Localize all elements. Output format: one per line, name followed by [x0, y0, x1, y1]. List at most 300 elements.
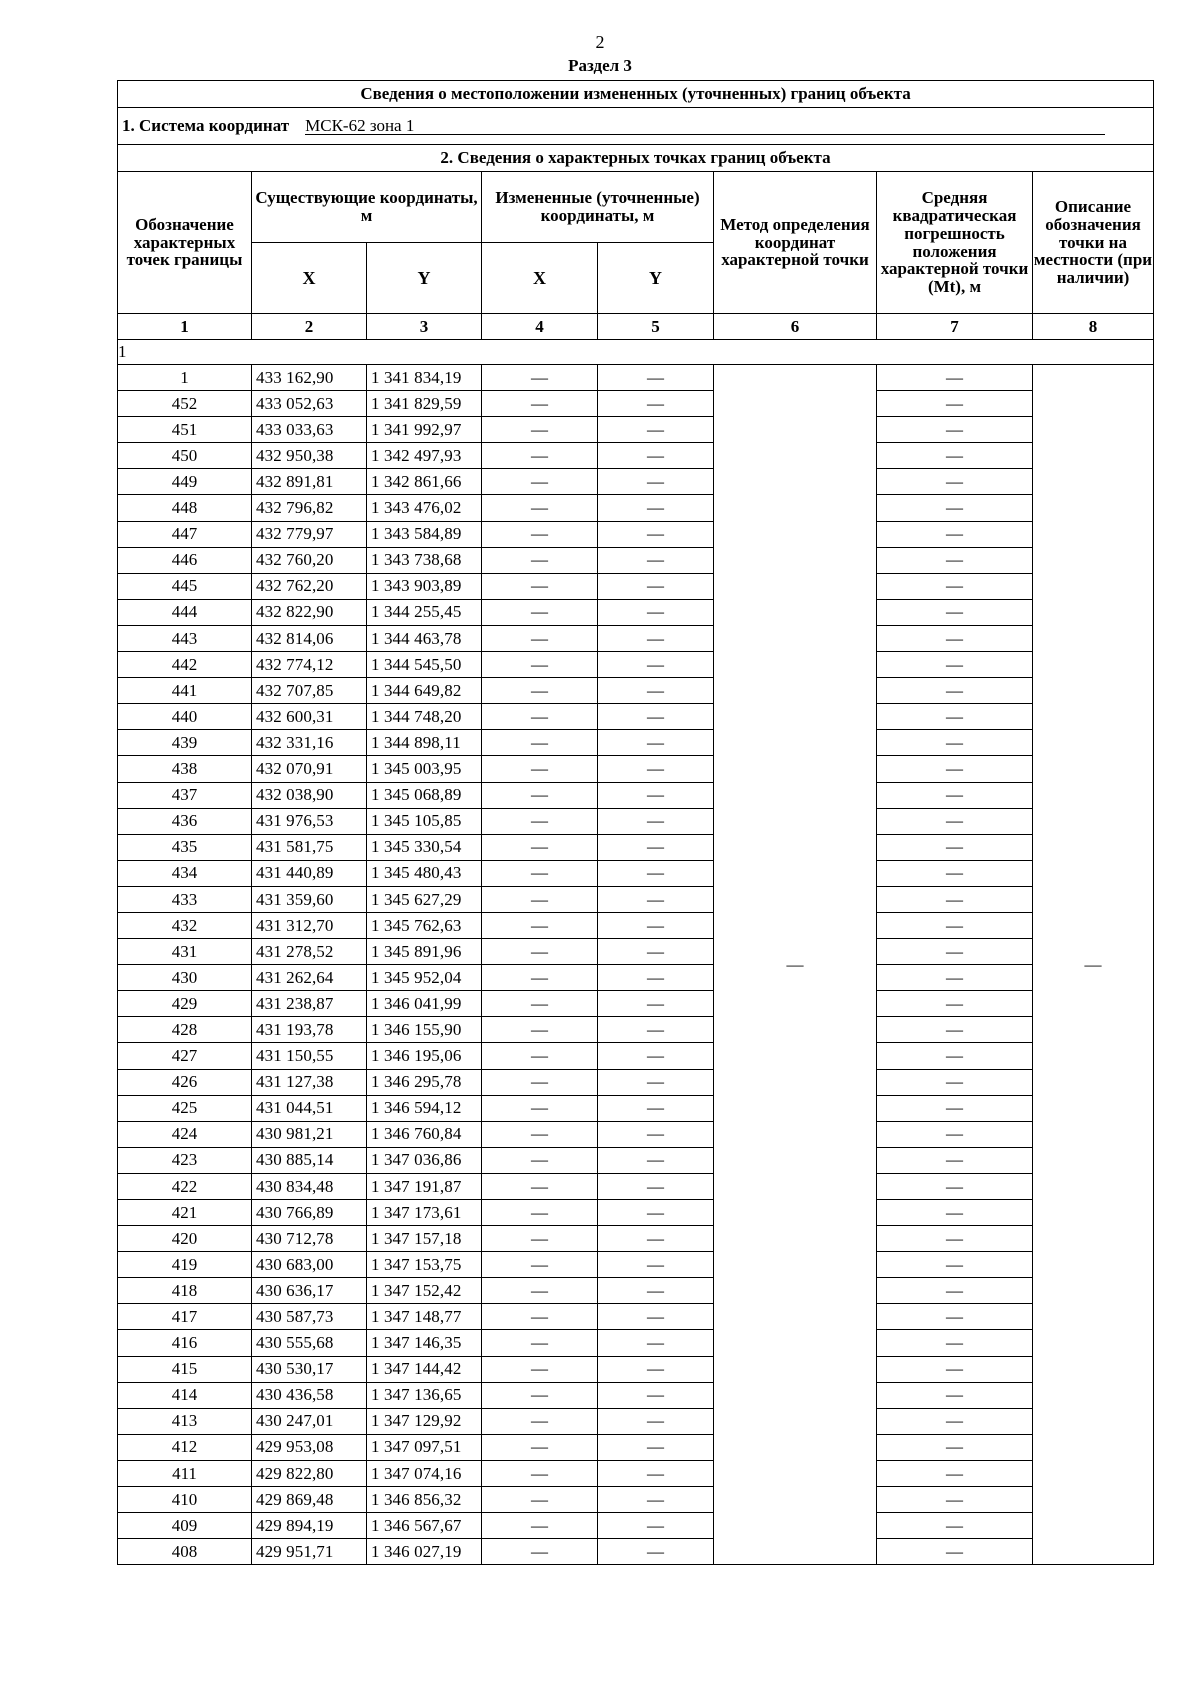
accuracy-cell: —: [877, 886, 1033, 912]
header-existing-coords: Существующие координаты, м: [252, 172, 482, 243]
changed-x: —: [482, 1121, 598, 1147]
table-row: [118, 1382, 1154, 1408]
point-number: 451: [118, 417, 252, 443]
table-row: [118, 495, 1154, 521]
accuracy-cell: —: [877, 1069, 1033, 1095]
existing-x: 429 894,19: [252, 1513, 367, 1539]
accuracy-cell: —: [877, 365, 1033, 391]
existing-y: 1 347 097,51: [367, 1434, 482, 1460]
point-number: 450: [118, 443, 252, 469]
accuracy-cell: —: [877, 808, 1033, 834]
point-number: 443: [118, 625, 252, 651]
existing-y: 1 343 903,89: [367, 573, 482, 599]
changed-y: —: [598, 1147, 714, 1173]
column-number: 1: [118, 314, 252, 340]
point-number: 1: [118, 365, 252, 391]
changed-y: —: [598, 1408, 714, 1434]
changed-y: —: [598, 495, 714, 521]
table-row: [118, 1434, 1154, 1460]
table-row: [118, 991, 1154, 1017]
existing-x: 432 038,90: [252, 782, 367, 808]
existing-x: 430 885,14: [252, 1147, 367, 1173]
accuracy-cell: —: [877, 1043, 1033, 1069]
existing-y: 1 343 738,68: [367, 547, 482, 573]
existing-x: 432 331,16: [252, 730, 367, 756]
existing-y: 1 343 584,89: [367, 521, 482, 547]
table-row: [118, 678, 1154, 704]
changed-x: —: [482, 886, 598, 912]
existing-x: 432 814,06: [252, 625, 367, 651]
table-row: [118, 1304, 1154, 1330]
accuracy-cell: —: [877, 1434, 1033, 1460]
accuracy-cell: —: [877, 1487, 1033, 1513]
table-row: [118, 1252, 1154, 1278]
existing-x: 429 953,08: [252, 1434, 367, 1460]
table-row: [118, 573, 1154, 599]
changed-x: —: [482, 1460, 598, 1486]
existing-y: 1 347 129,92: [367, 1408, 482, 1434]
section-title: Раздел 3: [568, 56, 632, 75]
table-row: [118, 704, 1154, 730]
table-row: [118, 547, 1154, 573]
changed-y: —: [598, 834, 714, 860]
table-row: [118, 521, 1154, 547]
table-row: [118, 1200, 1154, 1226]
accuracy-cell: —: [877, 1408, 1033, 1434]
point-number: 413: [118, 1408, 252, 1434]
accuracy-cell: —: [877, 1278, 1033, 1304]
changed-y: —: [598, 1382, 714, 1408]
changed-y: —: [598, 1434, 714, 1460]
changed-y: —: [598, 1173, 714, 1199]
existing-x: 429 822,80: [252, 1460, 367, 1486]
table-row: [118, 1147, 1154, 1173]
existing-x: 432 779,97: [252, 521, 367, 547]
changed-y: —: [598, 417, 714, 443]
point-number: 427: [118, 1043, 252, 1069]
existing-x: 430 436,58: [252, 1382, 367, 1408]
changed-x: —: [482, 1304, 598, 1330]
table-row: [118, 1069, 1154, 1095]
point-number: 418: [118, 1278, 252, 1304]
changed-y: —: [598, 1017, 714, 1043]
table-row: [118, 730, 1154, 756]
coord-system-value: МСК-62 зона 1: [305, 117, 1105, 136]
point-number: 409: [118, 1513, 252, 1539]
existing-y: 1 341 834,19: [367, 365, 482, 391]
changed-y: —: [598, 521, 714, 547]
changed-x: —: [482, 704, 598, 730]
changed-x: —: [482, 678, 598, 704]
changed-y: —: [598, 391, 714, 417]
existing-x: 431 581,75: [252, 834, 367, 860]
point-number: 425: [118, 1095, 252, 1121]
changed-y: —: [598, 443, 714, 469]
point-number: 419: [118, 1252, 252, 1278]
points-title: 2. Сведения о характерных точках границ объекта: [118, 145, 1154, 172]
points-body: [118, 365, 1154, 1565]
existing-x: 430 247,01: [252, 1408, 367, 1434]
point-number: 424: [118, 1121, 252, 1147]
accuracy-cell: —: [877, 1200, 1033, 1226]
existing-y: 1 345 627,29: [367, 886, 482, 912]
table-row: [118, 1513, 1154, 1539]
existing-x: 432 600,31: [252, 704, 367, 730]
point-number: 417: [118, 1304, 252, 1330]
existing-y: 1 347 152,42: [367, 1278, 482, 1304]
table-row: [118, 1017, 1154, 1043]
boundary-table: [117, 80, 1154, 1565]
table-row: [118, 365, 1154, 391]
changed-y: —: [598, 704, 714, 730]
point-number: 433: [118, 886, 252, 912]
column-number: 5: [598, 314, 714, 340]
accuracy-cell: —: [877, 547, 1033, 573]
header-description: Описание обозначения точки на местности (при наличии): [1033, 172, 1154, 314]
point-number: 411: [118, 1460, 252, 1486]
existing-x: 430 530,17: [252, 1356, 367, 1382]
changed-x: —: [482, 469, 598, 495]
changed-y: —: [598, 965, 714, 991]
existing-y: 1 347 036,86: [367, 1147, 482, 1173]
existing-y: 1 345 105,85: [367, 808, 482, 834]
changed-x: —: [482, 1408, 598, 1434]
table-row: [118, 912, 1154, 938]
table-row: [118, 417, 1154, 443]
existing-y: 1 344 255,45: [367, 599, 482, 625]
existing-y: 1 342 861,66: [367, 469, 482, 495]
accuracy-cell: —: [877, 1356, 1033, 1382]
changed-x: —: [482, 965, 598, 991]
existing-x: 430 834,48: [252, 1173, 367, 1199]
table-row: [118, 860, 1154, 886]
accuracy-cell: —: [877, 1252, 1033, 1278]
header-accuracy: Средняя квадратическая погрешность положения характерной точки (Mt), м: [877, 172, 1033, 314]
changed-y: —: [598, 1513, 714, 1539]
existing-x: 432 707,85: [252, 678, 367, 704]
point-number: 439: [118, 730, 252, 756]
changed-y: —: [598, 599, 714, 625]
point-number: 431: [118, 939, 252, 965]
changed-y: —: [598, 573, 714, 599]
table-row: [118, 939, 1154, 965]
existing-y: 1 345 952,04: [367, 965, 482, 991]
table-row: [118, 391, 1154, 417]
existing-x: 432 760,20: [252, 547, 367, 573]
table-row: [118, 1278, 1154, 1304]
existing-y: 1 344 898,11: [367, 730, 482, 756]
changed-y: —: [598, 1330, 714, 1356]
table-row: [118, 834, 1154, 860]
accuracy-cell: —: [877, 1017, 1033, 1043]
changed-x: —: [482, 443, 598, 469]
changed-y: —: [598, 652, 714, 678]
changed-y: —: [598, 730, 714, 756]
table-row: [118, 1330, 1154, 1356]
existing-y: 1 347 148,77: [367, 1304, 482, 1330]
existing-y: 1 345 068,89: [367, 782, 482, 808]
accuracy-cell: —: [877, 834, 1033, 860]
table-row: [118, 1487, 1154, 1513]
existing-y: 1 345 891,96: [367, 939, 482, 965]
table-row: [118, 1460, 1154, 1486]
changed-y: —: [598, 782, 714, 808]
accuracy-cell: —: [877, 782, 1033, 808]
existing-y: 1 342 497,93: [367, 443, 482, 469]
table-row: [118, 886, 1154, 912]
existing-y: 1 344 545,50: [367, 652, 482, 678]
accuracy-cell: —: [877, 704, 1033, 730]
table-row: [118, 652, 1154, 678]
accuracy-cell: —: [877, 599, 1033, 625]
changed-x: —: [482, 547, 598, 573]
accuracy-cell: —: [877, 443, 1033, 469]
accuracy-cell: —: [877, 573, 1033, 599]
existing-x: 432 774,12: [252, 652, 367, 678]
existing-y: 1 347 074,16: [367, 1460, 482, 1486]
point-number: 421: [118, 1200, 252, 1226]
existing-x: 429 869,48: [252, 1487, 367, 1513]
existing-y: 1 347 146,35: [367, 1330, 482, 1356]
changed-x: —: [482, 1017, 598, 1043]
changed-y: —: [598, 1539, 714, 1565]
column-number: 2: [252, 314, 367, 340]
existing-y: 1 347 157,18: [367, 1226, 482, 1252]
existing-y: 1 344 649,82: [367, 678, 482, 704]
changed-x: —: [482, 1252, 598, 1278]
existing-x: 431 193,78: [252, 1017, 367, 1043]
existing-y: 1 346 760,84: [367, 1121, 482, 1147]
existing-y: 1 346 567,67: [367, 1513, 482, 1539]
changed-y: —: [598, 886, 714, 912]
header-existing-y: Y: [367, 243, 482, 314]
accuracy-cell: —: [877, 652, 1033, 678]
existing-y: 1 345 762,63: [367, 912, 482, 938]
point-number: 423: [118, 1147, 252, 1173]
table-row: [118, 782, 1154, 808]
coord-system-row: [118, 108, 1154, 145]
point-number: 432: [118, 912, 252, 938]
changed-x: —: [482, 1147, 598, 1173]
point-number: 448: [118, 495, 252, 521]
point-number: 434: [118, 860, 252, 886]
existing-x: 430 636,17: [252, 1278, 367, 1304]
changed-x: —: [482, 860, 598, 886]
table-row: [118, 756, 1154, 782]
changed-y: —: [598, 1200, 714, 1226]
existing-x: 431 262,64: [252, 965, 367, 991]
column-number: 3: [367, 314, 482, 340]
changed-y: —: [598, 1460, 714, 1486]
changed-x: —: [482, 521, 598, 547]
accuracy-cell: —: [877, 1539, 1033, 1565]
point-number: 444: [118, 599, 252, 625]
point-number: 415: [118, 1356, 252, 1382]
table-row: [118, 1043, 1154, 1069]
accuracy-cell: —: [877, 730, 1033, 756]
accuracy-cell: —: [877, 1330, 1033, 1356]
existing-x: 431 278,52: [252, 939, 367, 965]
point-number: 438: [118, 756, 252, 782]
existing-x: 430 981,21: [252, 1121, 367, 1147]
point-number: 447: [118, 521, 252, 547]
point-number: 428: [118, 1017, 252, 1043]
changed-x: —: [482, 417, 598, 443]
table-row: [118, 1356, 1154, 1382]
table-row: [118, 443, 1154, 469]
changed-y: —: [598, 1226, 714, 1252]
changed-y: —: [598, 625, 714, 651]
table-row: [118, 1121, 1154, 1147]
existing-y: 1 343 476,02: [367, 495, 482, 521]
changed-x: —: [482, 756, 598, 782]
header-method: Метод определения координат характерной точки: [714, 172, 877, 314]
existing-x: 433 033,63: [252, 417, 367, 443]
point-number: 446: [118, 547, 252, 573]
accuracy-cell: —: [877, 495, 1033, 521]
existing-y: 1 341 992,97: [367, 417, 482, 443]
accuracy-cell: —: [877, 1382, 1033, 1408]
existing-y: 1 347 153,75: [367, 1252, 482, 1278]
changed-y: —: [598, 1095, 714, 1121]
header-existing-x: X: [252, 243, 367, 314]
accuracy-cell: —: [877, 1173, 1033, 1199]
table-row: [118, 808, 1154, 834]
accuracy-cell: —: [877, 756, 1033, 782]
existing-x: 430 712,78: [252, 1226, 367, 1252]
table-row: [118, 1095, 1154, 1121]
changed-y: —: [598, 1356, 714, 1382]
changed-x: —: [482, 1278, 598, 1304]
accuracy-cell: —: [877, 417, 1033, 443]
changed-x: —: [482, 1382, 598, 1408]
existing-x: 431 127,38: [252, 1069, 367, 1095]
existing-y: 1 347 136,65: [367, 1382, 482, 1408]
changed-y: —: [598, 939, 714, 965]
contour-label: 1: [118, 340, 1154, 365]
table-row: [118, 625, 1154, 651]
existing-x: 429 951,71: [252, 1539, 367, 1565]
changed-x: —: [482, 991, 598, 1017]
changed-x: —: [482, 573, 598, 599]
accuracy-cell: —: [877, 965, 1033, 991]
changed-y: —: [598, 1487, 714, 1513]
header-changed-coords: Измененные (уточненные) координаты, м: [482, 172, 714, 243]
header-point-designation: Обозначение характерных точек границы: [118, 172, 252, 314]
column-number: 7: [877, 314, 1033, 340]
changed-y: —: [598, 912, 714, 938]
changed-x: —: [482, 625, 598, 651]
existing-x: 432 796,82: [252, 495, 367, 521]
existing-y: 1 346 041,99: [367, 991, 482, 1017]
existing-x: 431 312,70: [252, 912, 367, 938]
existing-y: 1 346 195,06: [367, 1043, 482, 1069]
changed-x: —: [482, 1200, 598, 1226]
existing-y: 1 344 748,20: [367, 704, 482, 730]
table-row: [118, 469, 1154, 495]
changed-y: —: [598, 808, 714, 834]
changed-x: —: [482, 495, 598, 521]
changed-x: —: [482, 391, 598, 417]
changed-x: —: [482, 834, 598, 860]
point-number: 410: [118, 1487, 252, 1513]
point-number: 452: [118, 391, 252, 417]
changed-x: —: [482, 939, 598, 965]
existing-x: 431 359,60: [252, 886, 367, 912]
existing-x: 432 762,20: [252, 573, 367, 599]
changed-x: —: [482, 1043, 598, 1069]
accuracy-cell: —: [877, 991, 1033, 1017]
accuracy-cell: —: [877, 1095, 1033, 1121]
existing-x: 433 052,63: [252, 391, 367, 417]
changed-x: —: [482, 1539, 598, 1565]
description-cell: —: [1033, 365, 1154, 1565]
existing-x: 431 044,51: [252, 1095, 367, 1121]
changed-y: —: [598, 1304, 714, 1330]
header-changed-y: Y: [598, 243, 714, 314]
changed-x: —: [482, 1095, 598, 1121]
point-number: 442: [118, 652, 252, 678]
existing-y: 1 345 480,43: [367, 860, 482, 886]
existing-y: 1 345 330,54: [367, 834, 482, 860]
existing-x: 431 150,55: [252, 1043, 367, 1069]
point-number: 436: [118, 808, 252, 834]
accuracy-cell: —: [877, 1513, 1033, 1539]
accuracy-cell: —: [877, 391, 1033, 417]
point-number: 414: [118, 1382, 252, 1408]
accuracy-cell: —: [877, 1460, 1033, 1486]
existing-y: 1 346 027,19: [367, 1539, 482, 1565]
accuracy-cell: —: [877, 1121, 1033, 1147]
changed-x: —: [482, 1173, 598, 1199]
existing-x: 431 238,87: [252, 991, 367, 1017]
changed-x: —: [482, 1356, 598, 1382]
existing-x: 432 070,91: [252, 756, 367, 782]
existing-y: 1 347 173,61: [367, 1200, 482, 1226]
changed-y: —: [598, 365, 714, 391]
existing-x: 430 683,00: [252, 1252, 367, 1278]
changed-x: —: [482, 1226, 598, 1252]
changed-x: —: [482, 1330, 598, 1356]
accuracy-cell: —: [877, 625, 1033, 651]
changed-x: —: [482, 652, 598, 678]
column-number: 6: [714, 314, 877, 340]
accuracy-cell: —: [877, 521, 1033, 547]
existing-x: 430 555,68: [252, 1330, 367, 1356]
changed-y: —: [598, 860, 714, 886]
existing-y: 1 346 856,32: [367, 1487, 482, 1513]
changed-y: —: [598, 756, 714, 782]
changed-y: —: [598, 1252, 714, 1278]
table-title: Сведения о местоположении измененных (уточненных) границ объекта: [118, 81, 1154, 108]
changed-y: —: [598, 678, 714, 704]
existing-x: 430 587,73: [252, 1304, 367, 1330]
table-row: [118, 965, 1154, 991]
point-number: 408: [118, 1539, 252, 1565]
existing-y: 1 347 191,87: [367, 1173, 482, 1199]
changed-y: —: [598, 1278, 714, 1304]
changed-y: —: [598, 991, 714, 1017]
point-number: 441: [118, 678, 252, 704]
accuracy-cell: —: [877, 860, 1033, 886]
table-row: [118, 599, 1154, 625]
point-number: 435: [118, 834, 252, 860]
changed-x: —: [482, 912, 598, 938]
changed-x: —: [482, 1513, 598, 1539]
point-number: 420: [118, 1226, 252, 1252]
existing-x: 432 822,90: [252, 599, 367, 625]
page-number: 2: [595, 32, 605, 52]
